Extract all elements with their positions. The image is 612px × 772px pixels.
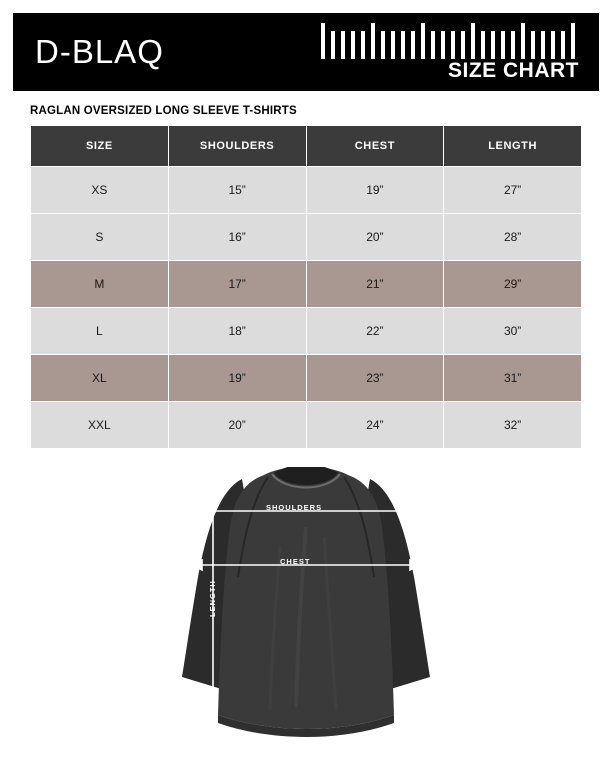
cell-chest: 22” [307,308,444,354]
cell-length: 32” [444,402,581,448]
table-row [31,308,581,354]
size-chart-title: SIZE CHART [448,59,579,82]
measure-label-chest: CHEST [280,557,311,566]
cell-length: 29” [444,261,581,307]
cell-size: L [31,308,168,354]
measure-label-length: LENGTH [208,580,217,617]
cell-length: 31” [444,355,581,401]
cell-shoulders: 15” [169,167,306,213]
cell-shoulders: 16” [169,214,306,260]
cell-length: 28” [444,214,581,260]
table-row [31,402,581,448]
column-header-size: SIZE [31,126,168,166]
table-row [31,355,581,401]
column-header-shoulders: SHOULDERS [169,126,306,166]
table-header-row [31,126,581,166]
table-row [31,214,581,260]
cell-shoulders: 19” [169,355,306,401]
shirt-illustration [156,467,456,757]
cell-size: XS [31,167,168,213]
cell-shoulders: 17” [169,261,306,307]
cell-chest: 20” [307,214,444,260]
size-table [30,125,582,449]
column-header-length: LENGTH [444,126,581,166]
cell-size: S [31,214,168,260]
brand-logo: D-BLAQ [35,33,164,70]
header-right-group [321,13,583,91]
column-header-chest: CHEST [307,126,444,166]
product-subtitle: RAGLAN OVERSIZED LONG SLEEVE T-SHIRTS [30,105,297,117]
cell-chest: 23” [307,355,444,401]
header-banner [13,13,599,91]
cell-chest: 24” [307,402,444,448]
cell-chest: 19” [307,167,444,213]
ruler-icon [321,13,583,59]
cell-chest: 21” [307,261,444,307]
cell-size: M [31,261,168,307]
cell-shoulders: 18” [169,308,306,354]
size-chart-page [0,13,612,772]
table-row [31,167,581,213]
cell-size: XL [31,355,168,401]
size-table-wrapper [30,125,582,449]
cell-size: XXL [31,402,168,448]
table-row [31,261,581,307]
cell-length: 30” [444,308,581,354]
cell-length: 27” [444,167,581,213]
cell-shoulders: 20” [169,402,306,448]
measure-label-shoulders: SHOULDERS [266,503,323,512]
